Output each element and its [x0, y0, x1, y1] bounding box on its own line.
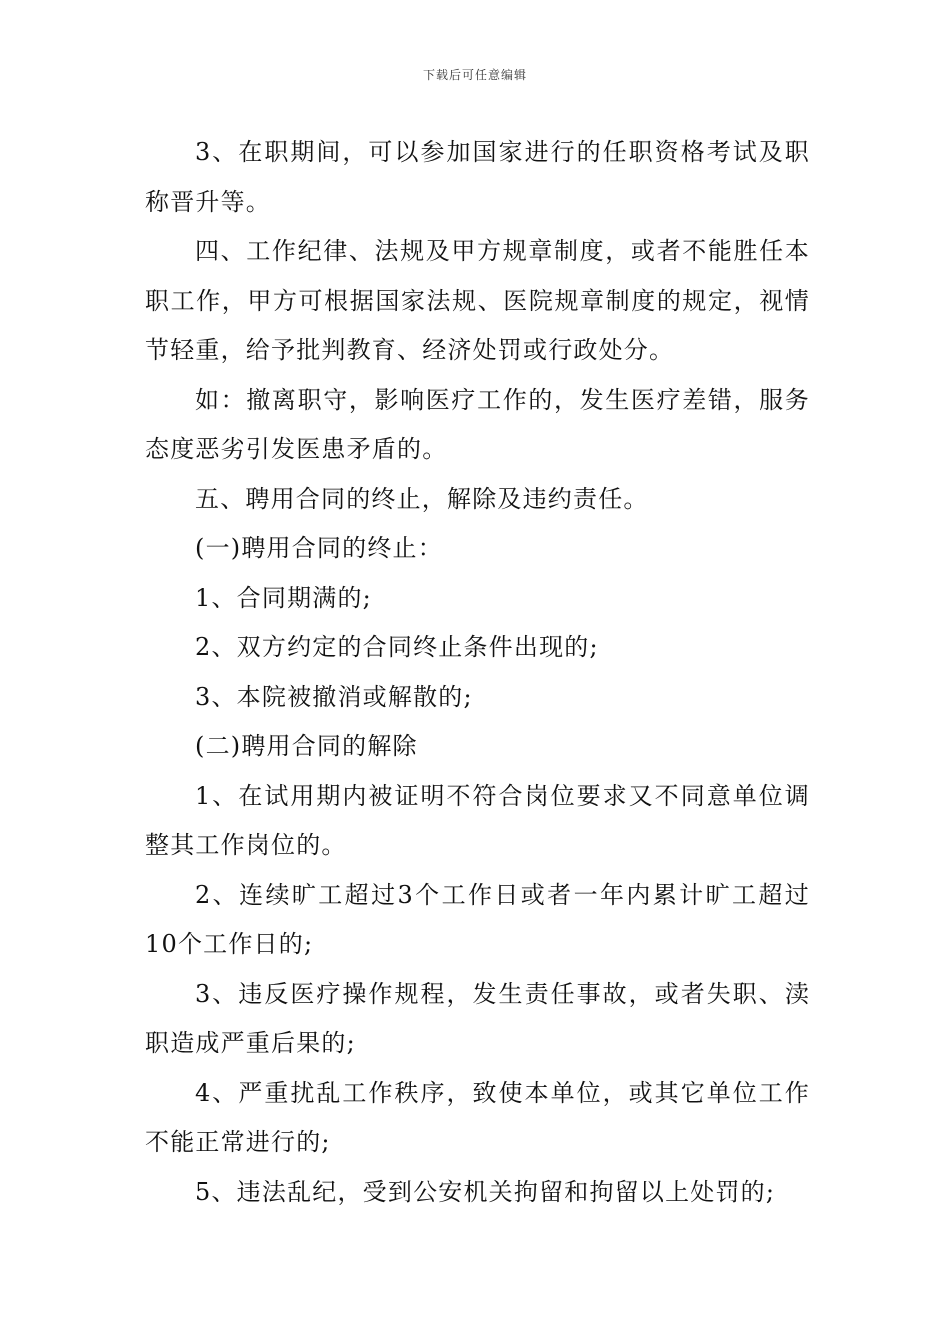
paragraph-4: 五、聘用合同的终止，解除及违约责任。 — [195, 484, 649, 513]
paragraph-6: 1、合同期满的; — [195, 583, 372, 612]
paragraph-12: 3、违反医疗操作规程，发生责任事故，或者失职、渎职造成严重后果的; — [145, 979, 810, 1057]
paragraph-7: 2、双方约定的合同终止条件出现的; — [195, 633, 599, 661]
paragraph-13: 4、严重扰乱工作秩序，致使本单位，或其它单位工作不能正常进行的; — [145, 1078, 810, 1156]
paragraph-8: 3、本院被撤消或解散的; — [195, 682, 473, 711]
paragraph-14: 5、违法乱纪，受到公安机关拘留和拘留以上处罚的; — [195, 1177, 776, 1206]
paragraph-10: 1、在试用期内被证明不符合岗位要求又不同意单位调整其工作岗位的。 — [145, 781, 810, 859]
paragraph-9: (二)聘用合同的解除 — [195, 732, 418, 760]
paragraph-1: 3、在职期间，可以参加国家进行的任职资格考试及职称晋升等。 — [145, 138, 810, 216]
paragraph-11: 2、连续旷工超过3个工作日或者一年内累计旷工超过10个工作日的; — [145, 880, 810, 958]
paragraph-5: (一)聘用合同的终止： — [195, 534, 443, 562]
page-header: 下载后可任意编辑 — [422, 68, 527, 82]
paragraph-2: 四、工作纪律、法规及甲方规章制度，或者不能胜任本职工作，甲方可根据国家法规、医院规章制度的规定，视情节轻重，给予批判教育、经济处罚或行政处分。 — [145, 237, 810, 364]
document-body — [145, 128, 810, 1217]
paragraph-3: 如：撤离职守，影响医疗工作的，发生医疗差错，服务态度恶劣引发医患矛盾的。 — [145, 385, 810, 463]
